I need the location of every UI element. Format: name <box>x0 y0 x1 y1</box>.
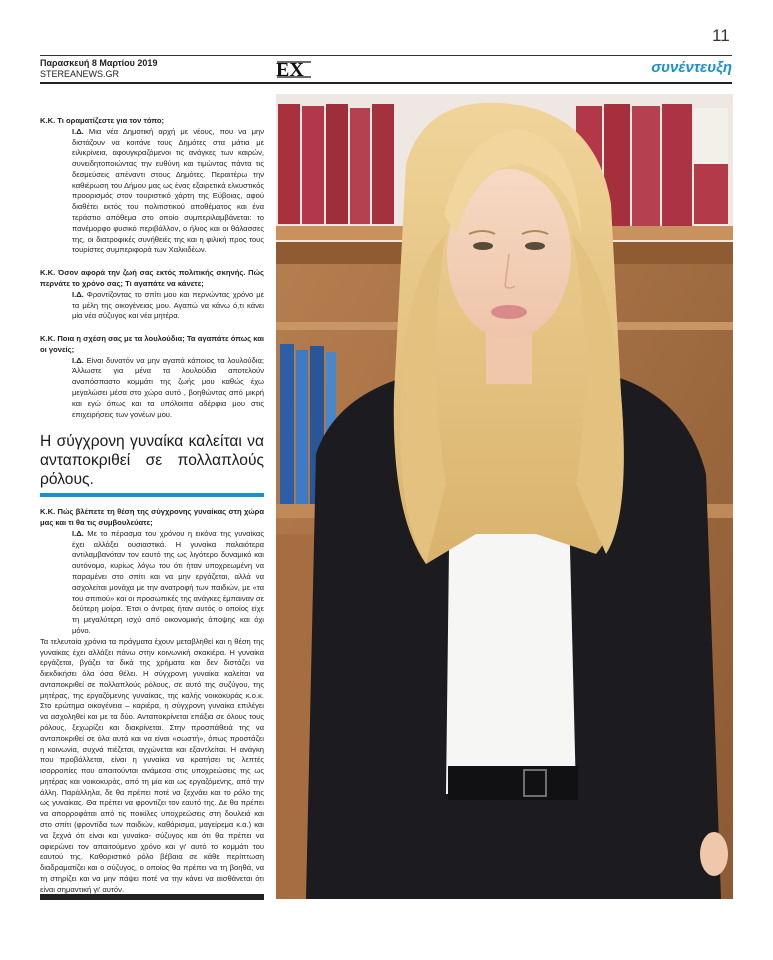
answer-4-paragraph-2: Τα τελευταία χρόνια τα πράγματα έχουν μεταβληθεί και η θέση της γυναίκας έχει αλλάξει πάνω στην κοινωνική σκακιέρα. Η γυναίκα εργάζεται, βγάζει τα δικά της χρήματα και δεν διστάζει να διεκδικήσει όλα όσα θέλει. Η σύγχρονη γυναίκα καλείται να ανταποκριθεί σε πολλαπλούς ρόλους, σε αυτό της συζύγου, της μητέρας, της εργαζόμενης γυναίκας, της καλής νοικοκυράς κ.ο.κ. Στο ερώτημα οικογένεια – καριέρα, η σύγχρονη γυναίκα επιλέγει να ασχοληθεί και με τα δύο. Ανταποκρίνεται επάξια σε όλους τους ρόλους, ξεχωρίζει και διακρίνεται. Στην προσπάθειά της να ανταποκριθεί σε όλα αυτά και να είναι «σωστή», όπως προστάζει η κοινωνία, συχνά πιέζεται, αγχώνεται και εξαντλείται. Η ανάγκη που προβάλλεται, είναι η γυναίκα να κρατήσει τις λεπτές ισορροπίες που απαιτούνται ανάμεσα στις υποχρεώσεις της ως μητέρας και νοικοκυράς, από τη μία και ως εργαζόμενης, από την άλλη. Παράλληλα, δε θα πρέπει ποτέ να ξεχνάει και το ρόλο της ως γυναίκας. Θα πρέπει να φροντίζει τον εαυτό της. Δε θα πρέπει να απορροφάται από τις ποικίλες υποχρεώσεις στη δουλειά και στο σπίτι (φροντίδα των παιδιών, καθάρισμα, μαγείρεμα κ.α.) και να ξεχνά ότι είναι και γυναίκα- σύζυγος και ότι θα πρέπει να αφιερώνει τον απαιτούμενο χρόνο και γι' αυτό το κομμάτι του εαυτού της. Καθοριστικό ρόλο βέβαια σε κάθε περίπτωση διαδραματίζει και ο σύζυγος, ο οποίος θα πρέπει να τη βοηθά, να τη στηρίζει και να μην πάψει ποτέ να την κάνει να αισθάνεται ότι είναι σημαντική γι' αυτόν. <box>40 636 264 894</box>
answer-1-text: Μια νέα Δημοτική αρχή με νέους, που να μην διστάζουν να κοιτάνε τους Δημότες στα μάτια με ειλικρίνεια, αφουγκραζόμενοι τις ανάγκες των καιρών, συνειδητοποιώντας την ευθύνη και τιμώντας πάντα τις δεσμεύσεις απέναντι στους Δημότες. Περαιτέρω την καθιέρωση του Δήμου μας ως ένας εξαιρετικά ελκυστικός προορισμός στον τουριστικό χάρτη της Εύβοιας, αφού διαθέτει εκτός του πολιτιστικού αποθέματος και ένα τεράστιο απόθεμα στο οποίο συμπεριλαμβάνεται: το πανέμορφο φυσικό περιβάλλον, ο ήλιος και οι θάλασσες της, οι διατροφικές συνήθειές της και η φιλική προς τους τουρίστες συμπεριφορά των Χαλκιδέων. <box>72 126 264 255</box>
question-4: Κ.Κ. Πώς βλέπετε τη θέση της σύγχρονης γυναίκας στη χώρα μας και τι θα τις συμβουλεύατε; <box>40 507 264 528</box>
answer-1 <box>40 127 264 256</box>
answer-3 <box>40 356 264 421</box>
top-rule <box>40 55 732 56</box>
section-label: συνέντευξη <box>651 59 732 76</box>
article-column <box>40 116 264 907</box>
site-name[interactable]: STEREANEWS.GR <box>40 69 120 79</box>
pull-quote <box>40 432 264 497</box>
question-2: Κ.Κ. Όσον αφορά την ζωή σας εκτός πολιτικής σκηνής. Πώς περνάτε το χρόνο σας; Τι αγαπάτε να κάνετε; <box>40 268 264 288</box>
answer-3-text: Είναι δυνατόν να μην αγαπά κάποιος τα λουλούδια; Άλλωστε για μένα τα λουλούδια αποτελούν αναπόσπαστο κομμάτι της ζωής μου καθώς έχω μεγαλώσει μέσα στο χώρο αυτό , βοηθώντας από μικρή και εγώ όπως και τα υπόλοιπα αδέρφια μου στις επιχειρήσεις των γονέων μου. <box>72 355 264 419</box>
portrait-photo <box>276 94 733 899</box>
answer-2 <box>40 290 264 322</box>
answer-speaker: Ι.Δ. <box>72 528 84 538</box>
answer-speaker: Ι.Δ. <box>72 355 84 365</box>
answer-speaker: Ι.Δ. <box>72 289 84 299</box>
publication-logo <box>275 59 313 79</box>
answer-4-paragraph-1: Με το πέρασμα του χρόνου η εικόνα της γυναίκας έχει αλλάξει ουσιαστικά. Η γυναίκα παλαιότερα αντιλαμβανόταν τον εαυτό της ως λιγότερο δυναμικό και αυτόνομο, κυρίως λόγω του ότι ήταν υποχρεωμένη να παραμένει στο σπίτι και να μην εργάζεται, αλλά να ασχολείται μονάχα με την ανατροφή των παιδιών, με «τα του σπιτιού» και οι προσωπικές της ανάγκες έμπαιναν σε δεύτερη μοίρα. Έτσι ο άντρας ήταν αυτός ο οποίος είχε τη μεγαλύτερη ισχύ από οικονομικής άποψης και όχι μόνο. <box>72 528 264 635</box>
pull-quote-underline <box>40 493 264 497</box>
column-bottom-bar <box>40 894 264 900</box>
issue-date: Παρασκευή 8 Μαρτίου 2019 <box>40 58 158 68</box>
pull-quote-text: Η σύγχρονη γυναίκα καλείται να ανταποκριθεί σε πολλαπλούς ρόλους. <box>40 433 264 489</box>
logo-text: EX <box>276 59 304 79</box>
question-3: Κ.Κ. Ποια η σχέση σας με τα λουλούδια; Τα αγαπάτε όπως και οι γονείς; <box>40 334 264 354</box>
answer-speaker: Ι.Δ. <box>72 126 84 136</box>
question-1: Κ.Κ. Τι οραματίζεστε για τον τόπο; <box>40 116 165 125</box>
answer-2-text: Φροντίζοντας το σπίτι μου και περνώντας χρόνο με τα μέλη της οικογένειας μου. Αγαπώ να κάνω ό,τι κάνει μία νέα σύζυγος και νέα μητέρα. <box>72 289 264 321</box>
page-number: 11 <box>712 26 730 45</box>
answer-4 <box>40 529 264 896</box>
header-rule <box>40 82 732 84</box>
